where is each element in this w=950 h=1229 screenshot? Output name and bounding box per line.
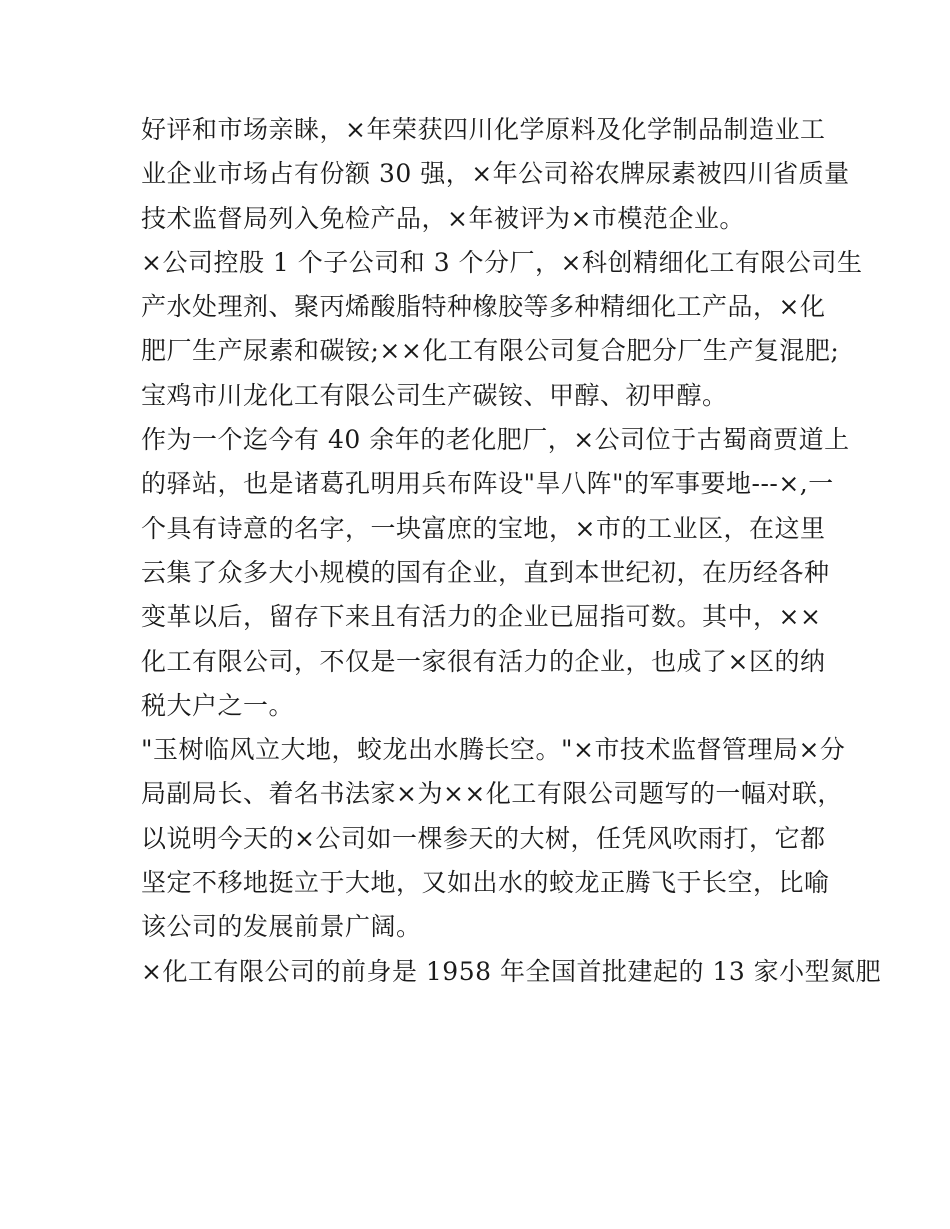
text-line: "玉树临风立大地，蛟龙出水腾长空。"×市技术监督管理局×分 <box>141 735 846 765</box>
text-line: 的驿站，也是诸葛孔明用兵布阵设"旱八阵"的军事要地---×,一 <box>141 469 834 499</box>
text-line: 以说明今天的×公司如一棵参天的大树，任凭风吹雨打，它都 <box>141 823 826 853</box>
text-line: ×化工有限公司的前身是 1958 年全国首批建起的 13 家小型氮肥 <box>141 956 882 986</box>
text-line: 好评和市场亲睐，×年荣获四川化学原料及化学制品制造业工 <box>141 115 826 144</box>
text-line: 个具有诗意的名字，一块富庶的宝地，×市的工业区，在这里 <box>141 513 826 543</box>
text-line: ×公司控股 1 个子公司和 3 个分厂，×科创精细化工有限公司生 <box>141 247 863 277</box>
text-line: 税大户之一。 <box>141 690 295 720</box>
text-line: 该公司的发展前景广阔。 <box>141 912 422 942</box>
document-body <box>141 108 882 994</box>
text-line: 宝鸡市川龙化工有限公司生产碳铵、甲醇、初甲醇。 <box>141 380 728 410</box>
text-line: 云集了众多大小规模的国有企业，直到本世纪初，在历经各种 <box>141 557 830 587</box>
text-line: 业企业市场占有份额 30 强，×年公司裕农牌尿素被四川省质量 <box>141 159 850 189</box>
text-line: 局副局长、着名书法家×为××化工有限公司题写的一幅对联， <box>141 779 843 809</box>
text-line: 作为一个迄今有 40 余年的老化肥厂，×公司位于古蜀商贾道上 <box>141 425 850 455</box>
text-line: 技术监督局列入免检产品，×年被评为×市模范企业。 <box>141 203 745 233</box>
text-line: 产水处理剂、聚丙烯酸脂特种橡胶等多种精细化工产品，×化 <box>141 292 826 322</box>
text-line: 肥厂生产尿素和碳铵;××化工有限公司复合肥分厂生产复混肥; <box>141 336 840 366</box>
text-line: 变革以后，留存下来且有活力的企业已屈指可数。其中，×× <box>141 602 822 632</box>
text-line: 化工有限公司，不仅是一家很有活力的企业，也成了×区的纳 <box>141 646 826 676</box>
text-line: 坚定不移地挺立于大地，又如出水的蛟龙正腾飞于长空，比喻 <box>141 868 830 898</box>
